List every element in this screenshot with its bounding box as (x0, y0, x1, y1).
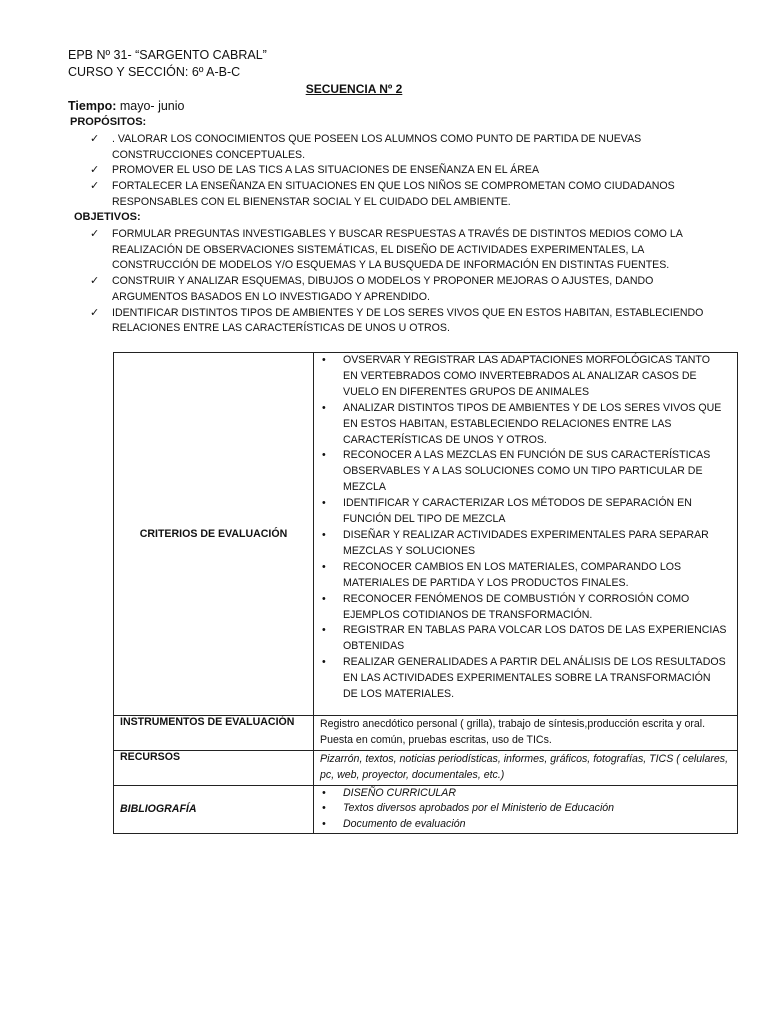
list-item-text: RECONOCER FENÓMENOS DE COMBUSTIÓN Y CORROSIÓN COMO EJEMPLOS COTIDIANOS DE TRANSFORMACIÓN. (343, 592, 690, 621)
list-item-text: . VALORAR LOS CONOCIMIENTOS QUE POSEEN LOS ALUMNOS COMO PUNTO DE PARTIDA DE NUEVAS CONSTRUCCIONES CONCEPTUALES. (112, 133, 642, 161)
list-item-text: FORTALECER LA ENSEÑANZA EN SITUACIONES EN QUE LOS NIÑOS SE COMPROMETAN COMO CIUDADANOS RESPONSABLES CON EL BIENENSTAR SOCIAL Y EL CUIDADO DEL AMBIENTE. (112, 180, 675, 208)
resources-label: RECURSOS (114, 750, 314, 785)
criteria-label: CRITERIOS DE EVALUACIÓN (114, 353, 314, 716)
bullet-icon: • (322, 354, 326, 366)
criteria-list (314, 353, 731, 703)
bullet-icon: • (322, 592, 326, 605)
list-item (314, 801, 737, 817)
list-item-text: IDENTIFICAR Y CARACTERIZAR LOS MÉTODOS DE SEPARACIÓN EN FUNCIÓN DEL TIPO DE MEZCLA (343, 497, 692, 526)
list-item (314, 560, 731, 592)
objectives-heading: OBJETIVOS: (74, 211, 141, 223)
list-item-text: FORMULAR PREGUNTAS INVESTIGABLES Y BUSCAR RESPUESTAS A TRAVÉS DE DISTINTOS MEDIOS COMO LA REALIZACIÓN DE OBSERVACIONES SISTEMÁTICAS, EL DISEÑO DE ACTIVIDADES EXPERIMENTALES, LA CONSTRUCCIÓN DE MODELOS Y/O ESQUEMAS Y LA BUSQUEDA DE INFORMACIÓN EN DISTINTAS FUENTES. (112, 228, 683, 272)
check-icon: ✓ (90, 133, 100, 145)
resources-text: Pizarrón, textos, noticias periodísticas, informes, gráficos, fotografías, TICS ( celulares, pc, web, proyector, documentales, etc.) (320, 752, 729, 781)
instruments-value (314, 715, 738, 750)
bullet-icon: • (322, 656, 326, 669)
bullet-icon: • (322, 802, 326, 815)
list-item (314, 496, 731, 528)
sequence-title: SECUENCIA Nº 2 (305, 82, 403, 96)
bibliography-list (314, 786, 737, 834)
list-item (314, 817, 737, 833)
bullet-icon: • (322, 528, 326, 541)
list-item-text: RECONOCER A LAS MEZCLAS EN FUNCIÓN DE SUS CARACTERÍSTICAS OBSERVABLES Y A LAS SOLUCIONES COMO UN TIPO PARTICULAR DE MEZCLA (343, 449, 711, 494)
purposes-heading: PROPÓSITOS: (70, 116, 147, 128)
bullet-icon: • (322, 624, 326, 637)
list-item-text: ANALIZAR DISTINTOS TIPOS DE AMBIENTES Y DE LOS SERES VIVOS QUE EN ESTOS HABITAN, ESTABLECIENDO RELACIONES ENTRE LAS CARACTERÍSTICAS DE UNOS Y OTROS. (343, 401, 722, 446)
list-item-text: REALIZAR GENERALIDADES A PARTIR DEL ANÁLISIS DE LOS RESULTADOS EN LAS ACTIVIDADES EXPERIMENTALES SOBRE LA TRANSFORMACIÓN DE LOS MATERIALES. (343, 656, 726, 701)
list-item (314, 528, 731, 560)
list-item-text: Documento de evaluación (343, 818, 466, 831)
list-item-text: REGISTRAR EN TABLAS PARA VOLCAR LOS DATOS DE LAS EXPERIENCIAS OBTENIDAS (343, 624, 727, 653)
school-name: EPB Nº 31- “SARGENTO CABRAL” (68, 48, 267, 62)
instruments-label: INSTRUMENTOS DE EVALUACIÓN (114, 715, 314, 750)
list-item (90, 227, 730, 274)
bullet-icon: • (322, 449, 326, 462)
list-item-text: IDENTIFICAR DISTINTOS TIPOS DE AMBIENTES Y DE LOS SERES VIVOS QUE EN ESTOS HABITAN, ESTABLECIENDO RELACIONES ENTRE LAS CARACTERÍSTICAS DE UNOS U OTROS. (112, 306, 704, 335)
table-row-criteria (114, 353, 738, 716)
time-value: mayo- junio (116, 99, 185, 113)
list-item (90, 274, 730, 305)
bibliography-label: BIBLIOGRAFÍA (114, 785, 314, 834)
list-item-text: CONSTRUIR Y ANALIZAR ESQUEMAS, DIBUJOS O MODELOS Y PROPONER MEJORAS O AJUSTES, DANDO ARGUMENTOS BASADOS EN LO INVESTIGADO Y APRENDIDO. (112, 275, 654, 303)
objectives-list (90, 227, 730, 337)
check-icon: ✓ (90, 306, 100, 319)
list-item (90, 163, 730, 179)
list-item (314, 786, 737, 802)
criteria-value (314, 353, 738, 716)
check-icon: ✓ (90, 228, 100, 240)
list-item-text: PROMOVER EL USO DE LAS TICS A LAS SITUACIONES DE ENSEÑANZA EN EL ÁREA (112, 164, 540, 177)
course-section: CURSO Y SECCIÓN: 6º A-B-C (68, 65, 241, 79)
purposes-list (90, 132, 730, 211)
check-icon: ✓ (90, 164, 100, 177)
list-item-text: DISEÑAR Y REALIZAR ACTIVIDADES EXPERIMENTALES PARA SEPARAR MEZCLAS Y SOLUCIONES (343, 528, 709, 557)
list-item (314, 592, 731, 624)
check-icon: ✓ (90, 275, 100, 288)
list-item (314, 655, 731, 703)
evaluation-table (113, 352, 738, 834)
list-item (314, 353, 731, 401)
list-item (314, 448, 731, 496)
bullet-icon: • (322, 786, 326, 799)
list-item-text: Textos diversos aprobados por el Ministerio de Educación (343, 802, 615, 815)
table-row-bibliography (114, 785, 738, 834)
time-line (68, 99, 184, 113)
table-row-instruments (114, 715, 738, 750)
list-item (90, 306, 730, 337)
list-item-text: RECONOCER CAMBIOS EN LOS MATERIALES, COMPARANDO LOS MATERIALES DE PARTIDA Y LOS PRODUCTOS FINALES. (343, 560, 682, 589)
table-row-resources (114, 750, 738, 785)
check-icon: ✓ (90, 180, 100, 193)
list-item-text: OVSERVAR Y REGISTRAR LAS ADAPTACIONES MORFOLÓGICAS TANTO EN VERTEBRADOS COMO INVERTEBRADOS AL ANALIZAR CASOS DE VUELO EN DIFERENTES GRUPOS DE ANIMALES (343, 354, 710, 398)
bullet-icon: • (322, 401, 326, 414)
bibliography-value (314, 785, 738, 834)
bullet-icon: • (322, 560, 326, 573)
bullet-icon: • (322, 818, 326, 831)
list-item (90, 132, 730, 163)
time-label: Tiempo: (68, 99, 117, 113)
instruments-text: Registro anecdótico personal ( grilla), trabajo de síntesis,producción escrita y oral. Puesta en común, pruebas escritas, uso de TICs. (320, 717, 706, 746)
list-item (90, 179, 730, 210)
resources-value (314, 750, 738, 785)
list-item (314, 623, 731, 655)
list-item-text: DISEÑO CURRICULAR (343, 786, 457, 799)
bullet-icon: • (322, 497, 326, 510)
list-item (314, 401, 731, 449)
